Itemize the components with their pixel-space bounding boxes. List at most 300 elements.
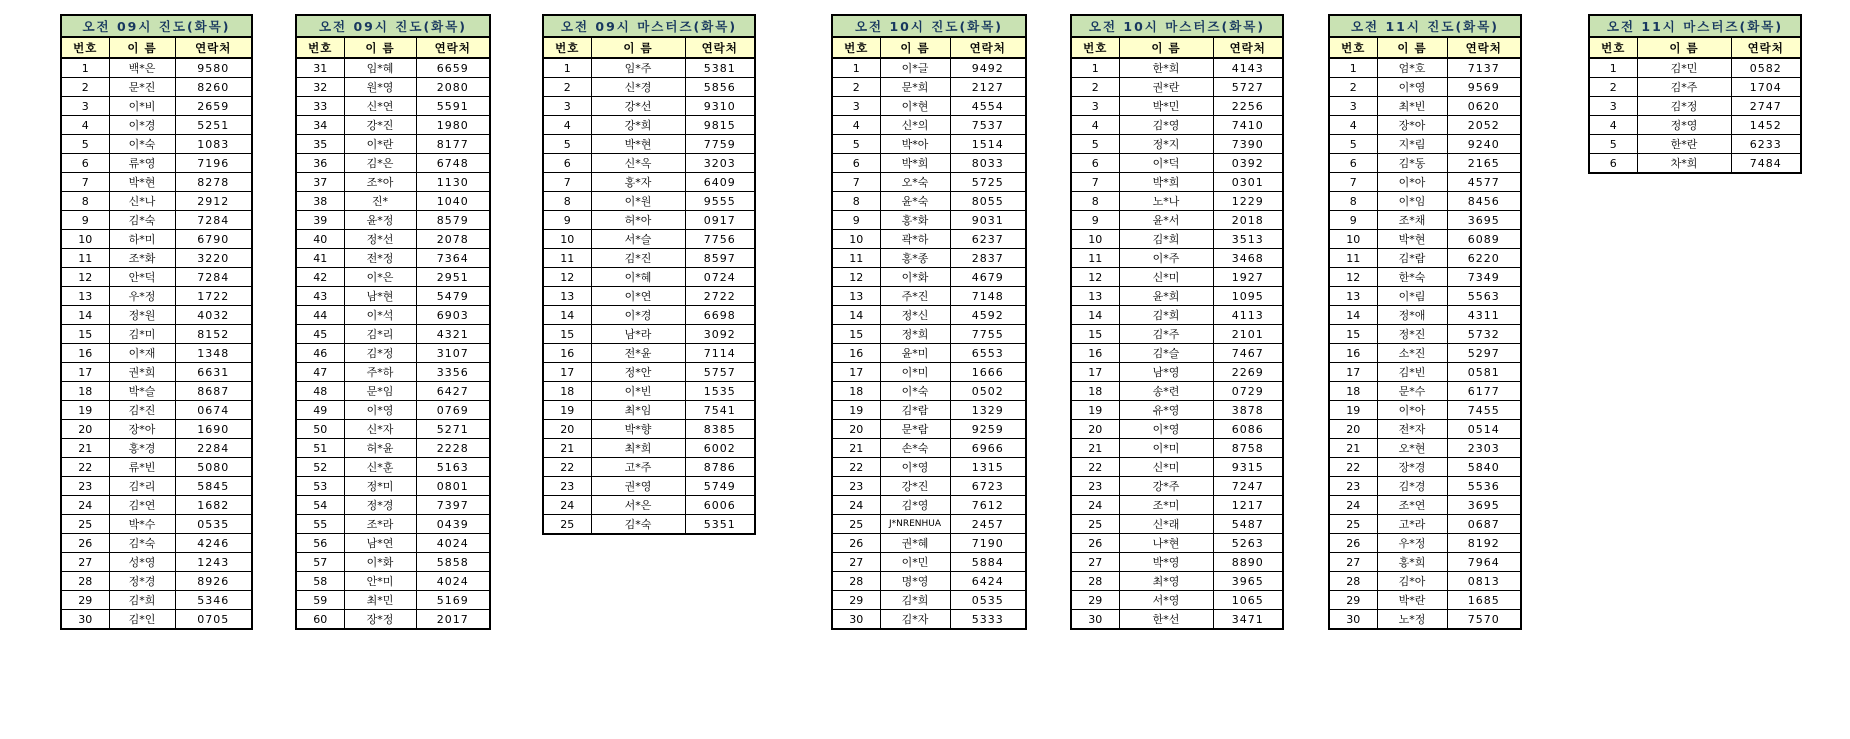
table-row <box>61 534 252 553</box>
cell-name: 이*민 <box>880 553 950 572</box>
cell-name: 강*희 <box>591 116 685 135</box>
cell-number: 20 <box>832 420 880 439</box>
cell-number: 4 <box>1589 116 1637 135</box>
column-header: 연락처 <box>1447 37 1521 58</box>
table-row <box>61 553 252 572</box>
column-header: 번호 <box>1589 37 1637 58</box>
cell-name: 홍*종 <box>880 249 950 268</box>
table-row <box>1329 420 1521 439</box>
column-header: 연락처 <box>1731 37 1801 58</box>
cell-contact: 9315 <box>1213 458 1283 477</box>
table-row <box>61 192 252 211</box>
table-row <box>61 458 252 477</box>
cell-contact: 0917 <box>685 211 755 230</box>
cell-number: 10 <box>1071 230 1119 249</box>
table-row <box>1071 306 1283 325</box>
cell-name: 정*영 <box>1637 116 1731 135</box>
table-row <box>832 116 1026 135</box>
cell-name: 류*빈 <box>109 458 175 477</box>
cell-number: 6 <box>61 154 109 173</box>
cell-contact: 0620 <box>1447 97 1521 116</box>
cell-number: 9 <box>1329 211 1377 230</box>
cell-name: 이*숙 <box>880 382 950 401</box>
cell-contact: 7410 <box>1213 116 1283 135</box>
table-row <box>543 135 755 154</box>
cell-number: 14 <box>1071 306 1119 325</box>
cell-name: 강*진 <box>344 116 416 135</box>
table-row <box>296 344 490 363</box>
cell-number: 2 <box>1589 78 1637 97</box>
table-row <box>1071 439 1283 458</box>
cell-number: 54 <box>296 496 344 515</box>
table-row <box>832 306 1026 325</box>
table-row <box>61 268 252 287</box>
cell-name: 이*혜 <box>591 268 685 287</box>
cell-name: 조*아 <box>344 173 416 192</box>
table-row <box>1329 477 1521 496</box>
table-row <box>543 78 755 97</box>
cell-number: 15 <box>1071 325 1119 344</box>
table-row <box>61 572 252 591</box>
cell-contact: 0582 <box>1731 58 1801 78</box>
column-header: 이 름 <box>880 37 950 58</box>
cell-contact: 3471 <box>1213 610 1283 630</box>
table-row <box>832 515 1026 534</box>
table-title: 오전 11시 진도(화목) <box>1329 15 1521 37</box>
table-row <box>61 78 252 97</box>
table-row <box>296 591 490 610</box>
cell-number: 17 <box>61 363 109 382</box>
cell-name: 서*슬 <box>591 230 685 249</box>
table-row <box>1071 610 1283 630</box>
cell-contact: 8579 <box>416 211 490 230</box>
cell-contact: 2101 <box>1213 325 1283 344</box>
cell-contact: 5297 <box>1447 344 1521 363</box>
cell-number: 23 <box>832 477 880 496</box>
cell-contact: 6903 <box>416 306 490 325</box>
cell-contact: 6237 <box>950 230 1026 249</box>
cell-name: 차*희 <box>1637 154 1731 174</box>
cell-number: 20 <box>61 420 109 439</box>
cell-name: 장*경 <box>1377 458 1447 477</box>
cell-name: 한*숙 <box>1377 268 1447 287</box>
table-row <box>1071 553 1283 572</box>
cell-name: 한*선 <box>1119 610 1213 630</box>
table-row <box>61 230 252 249</box>
cell-number: 57 <box>296 553 344 572</box>
cell-contact: 0535 <box>175 515 252 534</box>
cell-number: 40 <box>296 230 344 249</box>
cell-contact: 5727 <box>1213 78 1283 97</box>
table-row <box>1329 572 1521 591</box>
table-row <box>1071 572 1283 591</box>
cell-name: 이*영 <box>344 401 416 420</box>
cell-name: 김*빈 <box>1377 363 1447 382</box>
cell-name: 김*영 <box>880 496 950 515</box>
cell-contact: 7541 <box>685 401 755 420</box>
cell-number: 60 <box>296 610 344 630</box>
cell-contact: 3695 <box>1447 211 1521 230</box>
cell-number: 32 <box>296 78 344 97</box>
cell-contact: 4032 <box>175 306 252 325</box>
table-row <box>296 58 490 78</box>
cell-name: 박*민 <box>1119 97 1213 116</box>
table-row <box>832 344 1026 363</box>
cell-number: 3 <box>1071 97 1119 116</box>
cell-contact: 5563 <box>1447 287 1521 306</box>
cell-name: 안*덕 <box>109 268 175 287</box>
table-row <box>61 477 252 496</box>
cell-number: 13 <box>1071 287 1119 306</box>
table-row <box>543 458 755 477</box>
cell-name: 이*재 <box>109 344 175 363</box>
cell-contact: 7364 <box>416 249 490 268</box>
cell-contact: 9259 <box>950 420 1026 439</box>
cell-contact: 6748 <box>416 154 490 173</box>
cell-number: 27 <box>1329 553 1377 572</box>
cell-name: 임*혜 <box>344 58 416 78</box>
cell-contact: 0535 <box>950 591 1026 610</box>
cell-number: 7 <box>543 173 591 192</box>
table-title: 오전 09시 진도(화목) <box>61 15 252 37</box>
cell-number: 12 <box>61 268 109 287</box>
cell-name: 신*미 <box>1119 458 1213 477</box>
cell-number: 9 <box>543 211 591 230</box>
cell-contact: 7247 <box>1213 477 1283 496</box>
cell-number: 24 <box>1071 496 1119 515</box>
cell-name: 손*숙 <box>880 439 950 458</box>
cell-number: 29 <box>61 591 109 610</box>
cell-number: 29 <box>832 591 880 610</box>
cell-contact: 4024 <box>416 534 490 553</box>
cell-name: 이*숙 <box>109 135 175 154</box>
cell-contact: 1514 <box>950 135 1026 154</box>
cell-contact: 8278 <box>175 173 252 192</box>
cell-contact: 1229 <box>1213 192 1283 211</box>
cell-number: 21 <box>61 439 109 458</box>
cell-contact: 7484 <box>1731 154 1801 174</box>
cell-number: 2 <box>1329 78 1377 97</box>
cell-name: 조*라 <box>344 515 416 534</box>
table-row <box>1329 230 1521 249</box>
cell-name: 엄*호 <box>1377 58 1447 78</box>
table-row <box>1071 382 1283 401</box>
table-row <box>1329 591 1521 610</box>
cell-name: 주*하 <box>344 363 416 382</box>
cell-number: 56 <box>296 534 344 553</box>
cell-contact: 9555 <box>685 192 755 211</box>
table-row <box>1071 173 1283 192</box>
cell-contact: 4321 <box>416 325 490 344</box>
cell-name: 김*희 <box>109 591 175 610</box>
table-row <box>543 287 755 306</box>
cell-name: 전*자 <box>1377 420 1447 439</box>
cell-name: 김*주 <box>1119 325 1213 344</box>
cell-contact: 7190 <box>950 534 1026 553</box>
cell-contact: 8786 <box>685 458 755 477</box>
cell-name: 최*영 <box>1119 572 1213 591</box>
cell-contact: 4592 <box>950 306 1026 325</box>
cell-contact: 6006 <box>685 496 755 515</box>
table-row <box>832 534 1026 553</box>
table-row <box>832 325 1026 344</box>
cell-name: 김*아 <box>1377 572 1447 591</box>
cell-number: 25 <box>61 515 109 534</box>
cell-name: 신*자 <box>344 420 416 439</box>
cell-number: 14 <box>832 306 880 325</box>
cell-number: 16 <box>832 344 880 363</box>
schedule-table <box>1328 14 1522 630</box>
table-row <box>296 458 490 477</box>
table-row <box>1329 534 1521 553</box>
table-row <box>543 306 755 325</box>
cell-name: 정*신 <box>880 306 950 325</box>
cell-number: 17 <box>832 363 880 382</box>
table-row <box>296 515 490 534</box>
table-row <box>1589 58 1801 78</box>
table-row <box>296 230 490 249</box>
table-row <box>543 344 755 363</box>
cell-name: 조*미 <box>1119 496 1213 515</box>
table-row <box>832 553 1026 572</box>
cell-number: 14 <box>1329 306 1377 325</box>
table-row <box>1329 439 1521 458</box>
table-row <box>296 249 490 268</box>
cell-contact: 7756 <box>685 230 755 249</box>
cell-name: 이*경 <box>109 116 175 135</box>
cell-number: 2 <box>832 78 880 97</box>
cell-number: 25 <box>832 515 880 534</box>
cell-name: 성*영 <box>109 553 175 572</box>
cell-contact: 8456 <box>1447 192 1521 211</box>
cell-contact: 4554 <box>950 97 1026 116</box>
cell-contact: 5479 <box>416 287 490 306</box>
cell-contact: 1704 <box>1731 78 1801 97</box>
table-row <box>543 268 755 287</box>
cell-contact: 0687 <box>1447 515 1521 534</box>
cell-name: 정*안 <box>591 363 685 382</box>
table-row <box>543 173 755 192</box>
schedule-table <box>60 14 253 630</box>
cell-name: 박*수 <box>109 515 175 534</box>
cell-contact: 8033 <box>950 154 1026 173</box>
cell-name: 김*람 <box>1377 249 1447 268</box>
table-row <box>1071 58 1283 78</box>
cell-name: 고*라 <box>1377 515 1447 534</box>
cell-name: 한*희 <box>1119 58 1213 78</box>
cell-number: 25 <box>1329 515 1377 534</box>
cell-name: 이*영 <box>880 458 950 477</box>
table-row <box>61 344 252 363</box>
table-row <box>832 496 1026 515</box>
cell-name: 정*원 <box>109 306 175 325</box>
cell-name: 박*슬 <box>109 382 175 401</box>
cell-contact: 5732 <box>1447 325 1521 344</box>
table-row <box>543 382 755 401</box>
cell-contact: 2256 <box>1213 97 1283 116</box>
cell-name: 최*민 <box>344 591 416 610</box>
cell-contact: 1065 <box>1213 591 1283 610</box>
table-row <box>61 515 252 534</box>
cell-contact: 1348 <box>175 344 252 363</box>
cell-number: 4 <box>1071 116 1119 135</box>
cell-contact: 4024 <box>416 572 490 591</box>
table-row <box>1071 192 1283 211</box>
cell-name: 이*빈 <box>591 382 685 401</box>
cell-contact: 2837 <box>950 249 1026 268</box>
cell-contact: 5856 <box>685 78 755 97</box>
cell-contact: 7755 <box>950 325 1026 344</box>
cell-name: 이*화 <box>880 268 950 287</box>
cell-name: 이*비 <box>109 97 175 116</box>
cell-name: 이*글 <box>880 58 950 78</box>
cell-number: 4 <box>832 116 880 135</box>
table-row <box>832 173 1026 192</box>
cell-number: 23 <box>1071 477 1119 496</box>
cell-number: 3 <box>1589 97 1637 116</box>
cell-name: 최*빈 <box>1377 97 1447 116</box>
cell-contact: 7114 <box>685 344 755 363</box>
table-title: 오전 10시 진도(화목) <box>832 15 1026 37</box>
table-row <box>296 553 490 572</box>
table-row <box>832 249 1026 268</box>
cell-name: 정*경 <box>109 572 175 591</box>
cell-contact: 6427 <box>416 382 490 401</box>
table-row <box>832 211 1026 230</box>
cell-contact: 6233 <box>1731 135 1801 154</box>
cell-name: 장*아 <box>109 420 175 439</box>
cell-name: 나*현 <box>1119 534 1213 553</box>
cell-contact: 3468 <box>1213 249 1283 268</box>
cell-contact: 6177 <box>1447 382 1521 401</box>
cell-number: 43 <box>296 287 344 306</box>
cell-name: 권*희 <box>109 363 175 382</box>
cell-contact: 3092 <box>685 325 755 344</box>
cell-contact: 7148 <box>950 287 1026 306</box>
cell-number: 1 <box>543 58 591 78</box>
cell-name: 이*란 <box>344 135 416 154</box>
table-row <box>296 211 490 230</box>
cell-name: 김*연 <box>109 496 175 515</box>
cell-number: 12 <box>1071 268 1119 287</box>
cell-number: 16 <box>1329 344 1377 363</box>
cell-contact: 1452 <box>1731 116 1801 135</box>
column-header: 이 름 <box>109 37 175 58</box>
cell-number: 16 <box>61 344 109 363</box>
cell-contact: 2078 <box>416 230 490 249</box>
cell-contact: 7284 <box>175 211 252 230</box>
cell-number: 6 <box>1329 154 1377 173</box>
cell-contact: 7612 <box>950 496 1026 515</box>
table-row <box>832 154 1026 173</box>
table-row <box>832 230 1026 249</box>
cell-contact: 9580 <box>175 58 252 78</box>
cell-name: 이*덕 <box>1119 154 1213 173</box>
cell-name: 김*숙 <box>109 211 175 230</box>
cell-name: 문*수 <box>1377 382 1447 401</box>
cell-number: 17 <box>543 363 591 382</box>
cell-name: 정*진 <box>1377 325 1447 344</box>
cell-number: 58 <box>296 572 344 591</box>
table-row <box>1071 363 1283 382</box>
cell-number: 36 <box>296 154 344 173</box>
cell-contact: 1315 <box>950 458 1026 477</box>
schedule-table <box>295 14 491 630</box>
table-row <box>296 572 490 591</box>
cell-contact: 7467 <box>1213 344 1283 363</box>
column-header: 번호 <box>61 37 109 58</box>
cell-name: 신*연 <box>344 97 416 116</box>
cell-number: 1 <box>832 58 880 78</box>
cell-number: 27 <box>832 553 880 572</box>
table-row <box>832 439 1026 458</box>
cell-contact: 2284 <box>175 439 252 458</box>
table-row <box>1329 363 1521 382</box>
cell-number: 8 <box>832 192 880 211</box>
cell-contact: 0301 <box>1213 173 1283 192</box>
cell-name: 이*석 <box>344 306 416 325</box>
cell-contact: 4246 <box>175 534 252 553</box>
cell-number: 20 <box>1071 420 1119 439</box>
column-header: 연락처 <box>950 37 1026 58</box>
schedule-table <box>1070 14 1284 630</box>
cell-contact: 0813 <box>1447 572 1521 591</box>
cell-name: 오*현 <box>1377 439 1447 458</box>
cell-number: 30 <box>1329 610 1377 630</box>
cell-number: 13 <box>543 287 591 306</box>
table-row <box>296 287 490 306</box>
table-row <box>296 439 490 458</box>
cell-number: 10 <box>61 230 109 249</box>
column-header: 번호 <box>296 37 344 58</box>
table-row <box>61 154 252 173</box>
cell-contact: 8055 <box>950 192 1026 211</box>
cell-number: 48 <box>296 382 344 401</box>
cell-contact: 4679 <box>950 268 1026 287</box>
cell-name: 권*영 <box>591 477 685 496</box>
table-row <box>1589 97 1801 116</box>
column-header: 이 름 <box>344 37 416 58</box>
table-row <box>1329 268 1521 287</box>
cell-name: 정*희 <box>880 325 950 344</box>
cell-number: 15 <box>543 325 591 344</box>
cell-number: 18 <box>1071 382 1119 401</box>
table-row <box>1071 534 1283 553</box>
cell-contact: 7349 <box>1447 268 1521 287</box>
table-row <box>1589 154 1801 174</box>
table-row <box>543 515 755 535</box>
cell-number: 37 <box>296 173 344 192</box>
table-row <box>832 401 1026 420</box>
cell-contact: 1217 <box>1213 496 1283 515</box>
cell-number: 10 <box>1329 230 1377 249</box>
cell-number: 49 <box>296 401 344 420</box>
cell-number: 21 <box>832 439 880 458</box>
cell-name: 박*영 <box>1119 553 1213 572</box>
cell-contact: 5263 <box>1213 534 1283 553</box>
cell-number: 29 <box>1071 591 1119 610</box>
cell-contact: 1535 <box>685 382 755 401</box>
cell-contact: 9815 <box>685 116 755 135</box>
cell-contact: 5271 <box>416 420 490 439</box>
cell-contact: 3356 <box>416 363 490 382</box>
cell-name: 김*람 <box>880 401 950 420</box>
cell-name: 이*미 <box>1119 439 1213 458</box>
cell-number: 5 <box>61 135 109 154</box>
cell-contact: 2080 <box>416 78 490 97</box>
cell-name: 명*영 <box>880 572 950 591</box>
table-row <box>296 363 490 382</box>
